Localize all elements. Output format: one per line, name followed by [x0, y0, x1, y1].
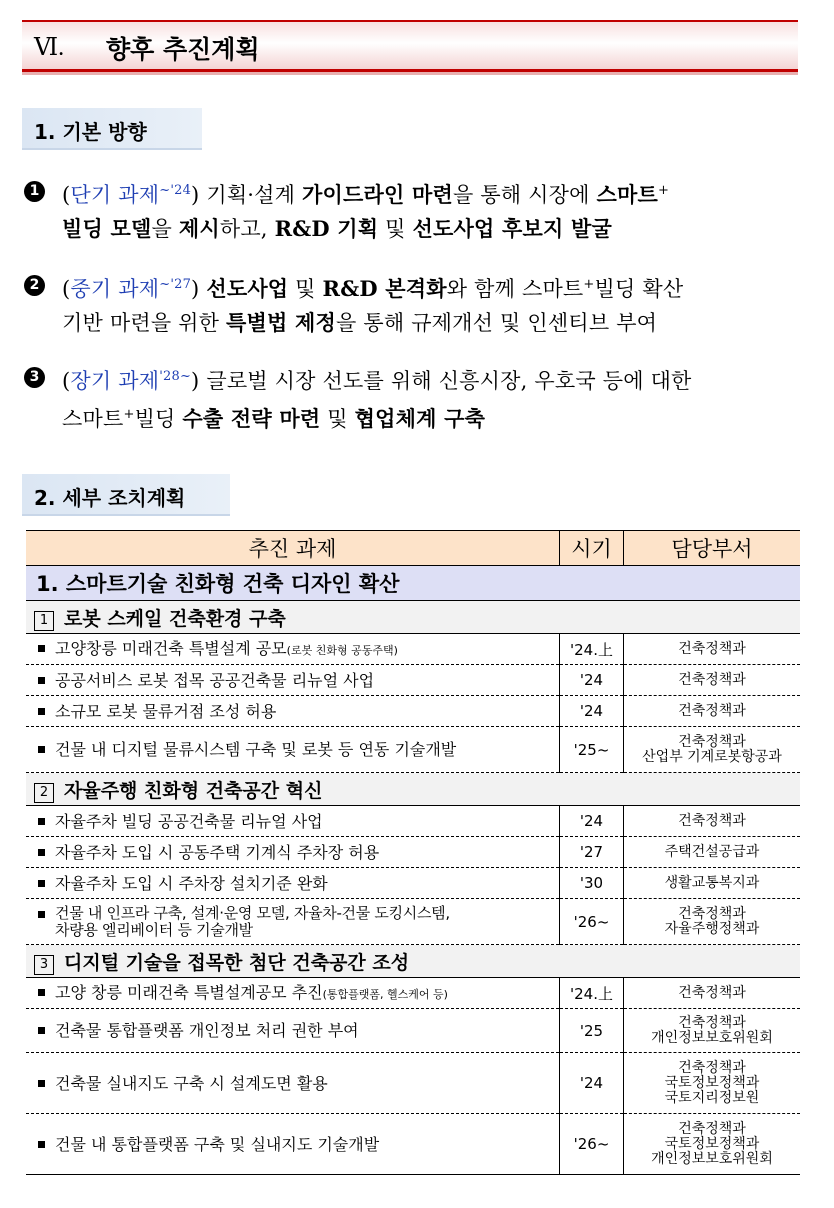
task-cell: [26, 978, 560, 1009]
task-cell: [26, 899, 560, 945]
text: 을: [151, 217, 179, 241]
task-text-wrap: [55, 905, 450, 939]
subgroup-number: 2: [34, 783, 54, 803]
task-text: 건축물 통합플랫폼 개인정보 처리 권한 부여: [55, 1021, 359, 1040]
text: 와 함께 스마트: [446, 277, 584, 301]
bullet-icon: [38, 1141, 45, 1148]
table-row: [26, 1053, 800, 1114]
task-cell: [26, 696, 560, 727]
table-row: [26, 837, 800, 868]
superscript: +: [657, 183, 670, 198]
direction-line: [62, 210, 612, 248]
text-bold: 수출 전략 마련: [182, 406, 321, 431]
subgroup-row: [26, 773, 800, 806]
text-bold: 빌딩 모델: [62, 216, 152, 241]
table-row: [26, 1114, 800, 1175]
dept-cell: 건축정책과: [624, 634, 801, 665]
table-row: [26, 1009, 800, 1053]
term-label: 중기 과제: [70, 277, 160, 301]
task-note: (로봇 친화형 공동주택): [286, 643, 398, 657]
text-bold: 선도사업: [206, 276, 289, 301]
direction-item-2: [24, 266, 804, 346]
task-cell: [26, 1114, 560, 1175]
task-text: 건물 내 인프라 구축, 설계·운영 모델, 자율차-건물 도킹시스템,: [55, 903, 450, 922]
task-cell: [26, 868, 560, 899]
chapter-title: 향후 추진계획: [106, 35, 260, 64]
task-text: 건물 내 통합플랫폼 구축 및 실내지도 기술개발: [55, 1134, 380, 1154]
text: 빌딩 확산: [594, 277, 684, 301]
text-bold: R&D 기획: [274, 216, 379, 241]
dept-name: 건축정책과: [678, 1014, 746, 1031]
text-bold: 가이드라인 마련: [302, 182, 453, 207]
task-cell: [26, 1053, 560, 1114]
table-row: [26, 665, 800, 696]
direction-line: (장기 과제$^{'28\sim}$) 글로벌 시장 선도를 위해 신흥시장, 우호국 등에 대한: [62, 369, 692, 393]
direction-line: (단기 과제$^{\sim'24}$) 기획·설계 가이드라인 마련을 통해 시장에 스마트+: [62, 182, 670, 207]
task-text: 건축물 실내지도 구축 시 설계도면 활용: [55, 1073, 328, 1093]
subgroup-title: 로봇 스케일 건축환경 구축: [64, 607, 286, 630]
dept-cell: [624, 899, 801, 945]
bullet-icon: [38, 818, 45, 825]
subgroup-row: [26, 945, 800, 978]
direction-line: [62, 396, 485, 438]
bullet-icon: [38, 677, 45, 684]
table-row: [26, 899, 800, 945]
text-bold: 선도사업 후보지 발굴: [412, 216, 612, 241]
bullet-icon: [38, 880, 45, 887]
term-period: ~'24: [159, 183, 192, 198]
dept-cell: [624, 1053, 801, 1114]
dept-name: 건축정책과: [678, 905, 746, 922]
dept-name: 자율주행정책과: [664, 920, 760, 937]
text: 빌딩: [134, 407, 183, 431]
bullet-icon: [38, 1027, 45, 1034]
task-cell: [26, 665, 560, 696]
bullet-icon: [38, 746, 45, 753]
bullet-icon: [38, 645, 45, 652]
bullet-icon: [38, 1080, 45, 1087]
table-row: [26, 806, 800, 837]
dept-name: 건축정책과: [678, 733, 746, 750]
dept-name: 산업부 기계로봇항공과: [642, 748, 782, 765]
text: 을 통해 규제개선 및 인센티브 부여: [335, 311, 658, 335]
group-row: [26, 566, 800, 601]
bullet-icon: [38, 989, 45, 996]
text: 및: [288, 277, 323, 301]
task-text: 고양창릉 미래건축 특별설계 공모: [55, 638, 287, 658]
period-cell: '26~: [560, 1114, 624, 1175]
task-note: (통합플랫폼, 헬스케어 등): [322, 987, 448, 1001]
text: 및: [378, 217, 413, 241]
task-text: 고양 창릉 미래건축 특별설계공모 추진: [55, 982, 323, 1002]
task-text: 차량용 엘리베이터 등 기술개발: [55, 920, 253, 939]
number-bullet-icon: 3: [24, 367, 45, 388]
period-cell: '25: [560, 1009, 624, 1053]
section-detailed-plan: [22, 474, 230, 516]
direction-line: (중기 과제$^{\sim'27}$) 선도사업 및 R&D 본격화와 함께 스마트+빌딩 확산: [62, 276, 684, 301]
subgroup-cell: [26, 945, 800, 978]
text-bold: 스마트: [596, 182, 658, 207]
text-bold: 제시: [178, 216, 220, 241]
period-cell: '24.上: [560, 634, 624, 665]
dept-cell: 건축정책과: [624, 806, 801, 837]
header-department: 담당부서: [624, 531, 801, 566]
dept-cell: 건축정책과: [624, 696, 801, 727]
dept-name: 국토정보정책과: [664, 1074, 760, 1091]
table-row: [26, 727, 800, 773]
term-label: 장기 과제: [70, 369, 160, 393]
action-plan-table: [26, 530, 800, 1175]
bullet-icon: [38, 708, 45, 715]
term-period: '28~: [159, 369, 192, 384]
text-bold: 협업체계 구축: [354, 406, 486, 431]
dept-name: 건축정책과: [678, 1120, 746, 1137]
superscript: +: [123, 407, 135, 422]
task-text: 소규모 로봇 물류거점 조성 허용: [55, 701, 277, 721]
text-bold: R&D 본격화: [322, 276, 447, 301]
period-cell: '24: [560, 665, 624, 696]
header-task: 추진 과제: [26, 531, 560, 566]
period-cell: '25~: [560, 727, 624, 773]
superscript: +: [583, 277, 595, 292]
number-bullet-icon: 1: [24, 181, 45, 202]
bullet-icon: [38, 911, 45, 918]
text: 하고,: [219, 217, 275, 241]
subgroup-number: 3: [34, 955, 54, 975]
period-cell: '24: [560, 696, 624, 727]
task-cell: [26, 1009, 560, 1053]
period-cell: '24: [560, 1053, 624, 1114]
task-text: 건물 내 디지털 물류시스템 구축 및 로봇 등 연동 기술개발: [55, 740, 457, 759]
chapter-header: [22, 20, 798, 72]
dept-cell: [624, 727, 801, 773]
subgroup-cell: [26, 601, 800, 634]
dept-cell: 생활교통복지과: [624, 868, 801, 899]
table-header-row: [26, 531, 800, 566]
period-cell: '26~: [560, 899, 624, 945]
task-cell: [26, 727, 560, 773]
period-cell: '27: [560, 837, 624, 868]
term-period: ~'27: [159, 277, 192, 292]
text: 글로벌 시장 선도를 위해 신흥시장, 우호국 등에 대한: [199, 369, 692, 393]
subgroup-cell: [26, 773, 800, 806]
text: 기획·설계: [199, 183, 303, 207]
text: 및: [320, 407, 355, 431]
header-period: 시기: [560, 531, 624, 566]
direction-item-3: [24, 358, 804, 438]
dept-cell: 건축정책과: [624, 978, 801, 1009]
dept-cell: 건축정책과: [624, 665, 801, 696]
dept-name: 건축정책과: [678, 1059, 746, 1076]
direction-item-1: [24, 172, 804, 252]
subgroup-row: [26, 601, 800, 634]
dept-name: 개인정보보호위원회: [651, 1150, 773, 1167]
subgroup-title: 자율주행 친화형 건축공간 혁신: [64, 779, 323, 802]
group-title: 1. 스마트기술 친화형 건축 디자인 확산: [26, 566, 800, 601]
chapter-number: Ⅵ.: [34, 35, 65, 61]
dept-name: 개인정보보호위원회: [651, 1029, 773, 1046]
dept-cell: [624, 1009, 801, 1053]
period-cell: '24.上: [560, 978, 624, 1009]
subgroup-title: 디지털 기술을 접목한 첨단 건축공간 조성: [64, 951, 410, 974]
direction-line: [62, 304, 657, 342]
task-cell: [26, 806, 560, 837]
number-bullet-icon: 2: [24, 275, 45, 296]
dept-name: 국토지리정보원: [664, 1089, 760, 1106]
bullet-icon: [38, 849, 45, 856]
task-text: 자율주차 도입 시 공동주택 기계식 주차장 허용: [55, 842, 380, 862]
text: 스마트: [62, 407, 124, 431]
text: 을 통해 시장에: [452, 183, 597, 207]
table-row: [26, 868, 800, 899]
section-title: 2. 세부 조치계획: [34, 486, 186, 510]
task-text: 자율주차 도입 시 주차장 설치기준 완화: [55, 873, 328, 893]
period-cell: '24: [560, 806, 624, 837]
term-label: 단기 과제: [70, 183, 160, 207]
table-row: [26, 978, 800, 1009]
dept-cell: 주택건설공급과: [624, 837, 801, 868]
task-cell: [26, 837, 560, 868]
section-title: 1. 기본 방향: [34, 120, 147, 144]
task-text: 자율주차 빌딩 공공건축물 리뉴얼 사업: [55, 811, 323, 831]
dept-cell: [624, 1114, 801, 1175]
dept-name: 국토정보정책과: [664, 1135, 760, 1152]
period-cell: '30: [560, 868, 624, 899]
text: 기반 마련을 위한: [62, 311, 227, 335]
section-basic-direction: [22, 108, 202, 150]
text-bold: 특별법 제정: [226, 310, 336, 335]
table-row: [26, 696, 800, 727]
table-row: [26, 634, 800, 665]
subgroup-number: 1: [34, 611, 54, 631]
task-text: 공공서비스 로봇 접목 공공건축물 리뉴얼 사업: [55, 670, 375, 690]
task-cell: [26, 634, 560, 665]
